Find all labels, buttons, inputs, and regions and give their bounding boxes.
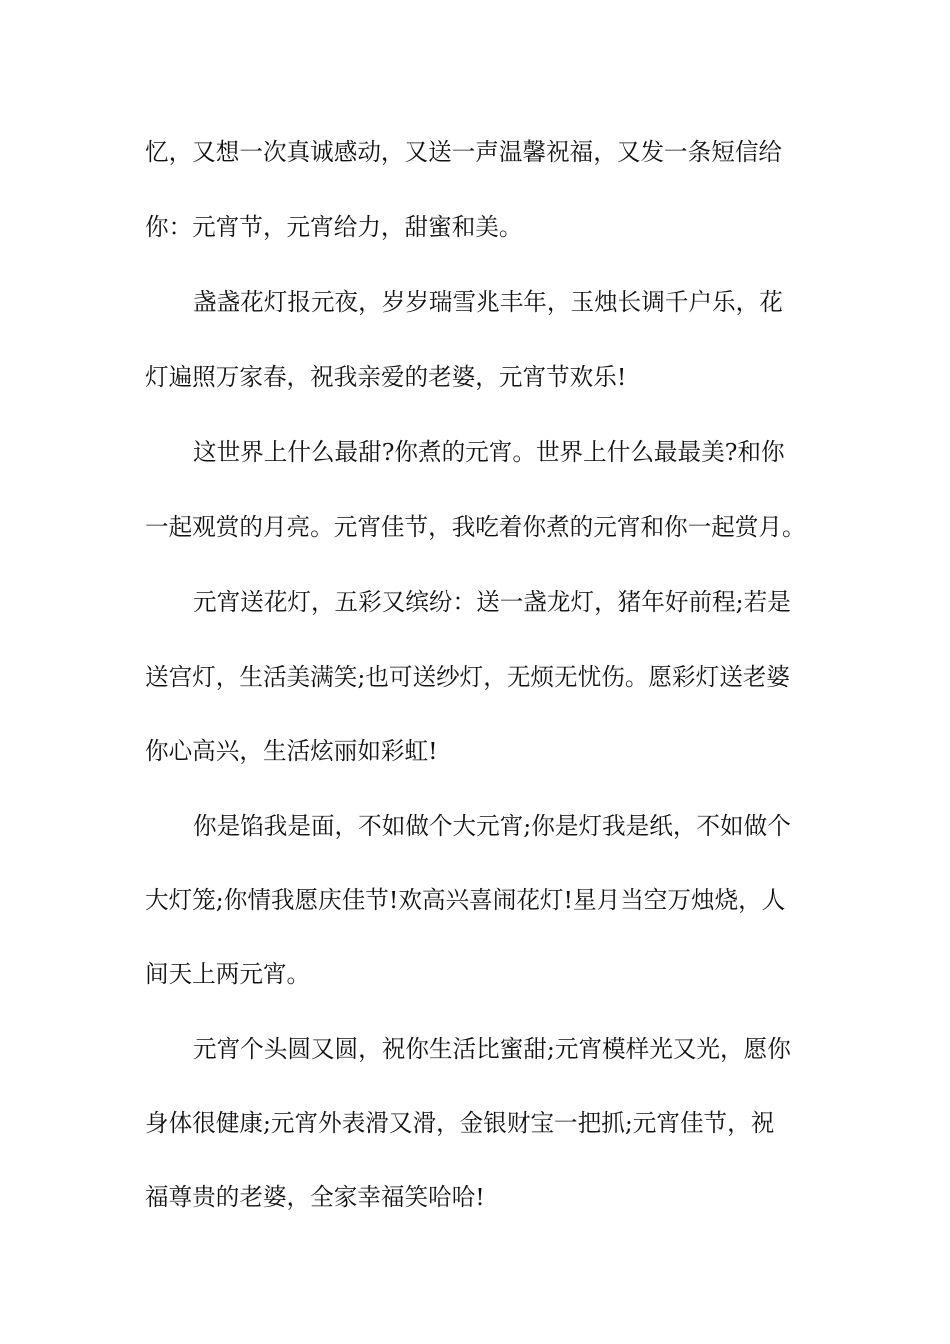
paragraph-first-line: 你是馅我是面，不如做个大元宵;你是灯我是纸，不如做个 bbox=[193, 812, 791, 840]
text-line: 间天上两元宵。 bbox=[145, 960, 311, 988]
text-line: 福尊贵的老婆，全家幸福笑哈哈! bbox=[145, 1183, 485, 1211]
text-line: 身体很健康;元宵外表滑又滑，金银财宝一把抓;元宵佳节，祝 bbox=[145, 1109, 775, 1137]
text-line: 忆，又想一次真诚感动，又送一声温馨祝福，又发一条短信给 bbox=[145, 138, 783, 166]
text-line: 你：元宵节，元宵给力，甜蜜和美。 bbox=[145, 213, 523, 241]
paragraph-first-line: 盏盏花灯报元夜，岁岁瑞雪兆丰年，玉烛长调千户乐，花 bbox=[193, 288, 783, 316]
text-line: 一起观赏的月亮。元宵佳节，我吃着你煮的元宵和你一起赏月。 bbox=[145, 513, 806, 541]
paragraph-first-line: 元宵送花灯，五彩又缤纷：送一盏龙灯，猪年好前程;若是 bbox=[193, 588, 791, 616]
paragraph-first-line: 元宵个头圆又圆，祝你生活比蜜甜;元宵模样光又光，愿你 bbox=[193, 1035, 791, 1063]
text-line: 大灯笼;你情我愿庆佳节!欢高兴喜闹花灯!星月当空万烛烧，人 bbox=[145, 886, 786, 914]
text-line: 送宫灯，生活美满笑;也可送纱灯，无烦无忧伤。愿彩灯送老婆 bbox=[145, 663, 790, 691]
text-line: 你心高兴，生活炫丽如彩虹! bbox=[145, 737, 438, 765]
text-line: 灯遍照万家春，祝我亲爱的老婆，元宵节欢乐! bbox=[145, 363, 627, 391]
paragraph-first-line: 这世界上什么最甜?你煮的元宵。世界上什么最最美?和你 bbox=[193, 438, 785, 466]
